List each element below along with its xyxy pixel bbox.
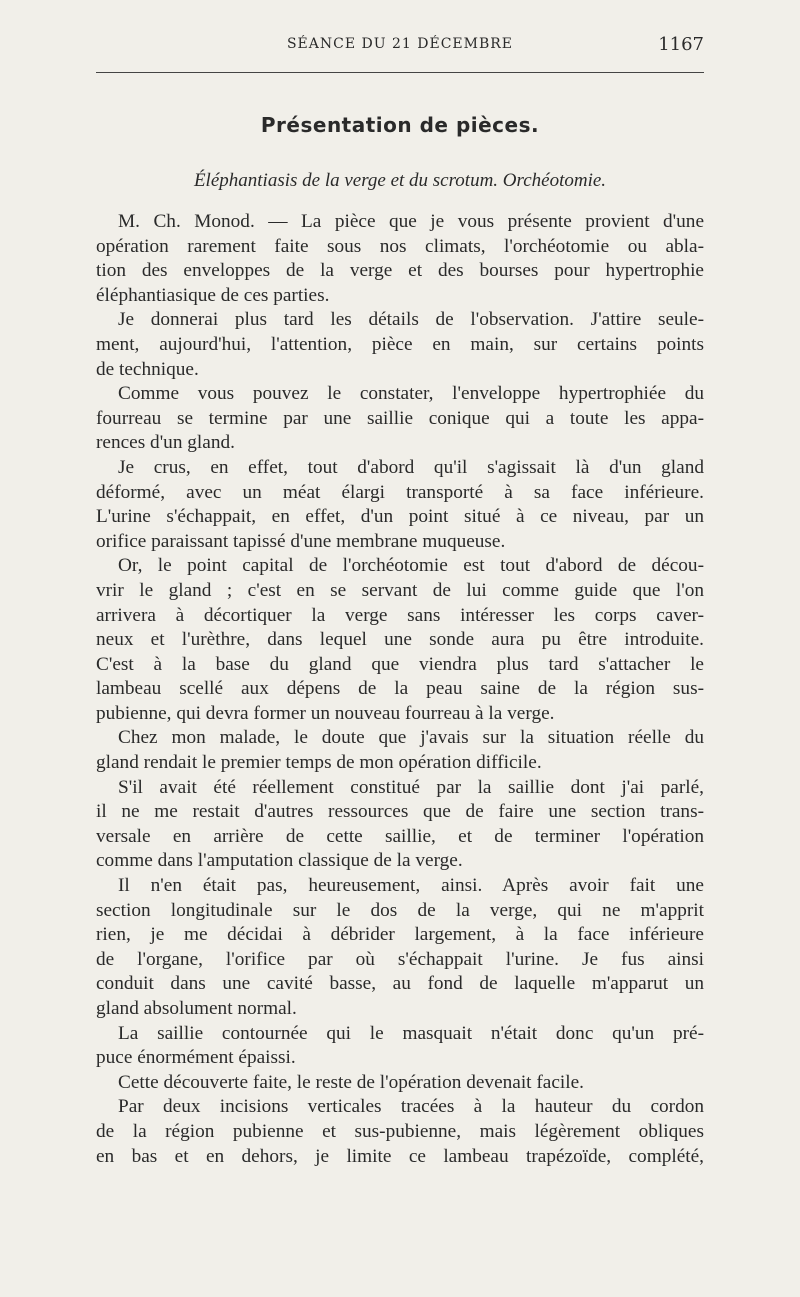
text-line: La saillie contournée qui le masquait n'était donc qu'un pré- <box>118 1022 704 1044</box>
text-line: opération rarement faite sous nos climats, l'orchéotomie ou abla- <box>96 235 704 257</box>
text-line: lambeau scellé aux dépens de la peau saine de la région sus- <box>96 678 704 700</box>
page-number: 1167 <box>658 34 704 55</box>
body-text <box>96 210 704 1169</box>
text-line: conduit dans une cavité basse, au fond de laquelle m'apparut un <box>96 973 704 995</box>
section-title: Présentation de pièces. <box>260 113 540 137</box>
text-line: pubienne, qui devra former un nouveau fourreau à la verge. <box>96 702 555 724</box>
text-line: C'est à la base du gland que viendra plus tard s'attacher le <box>96 653 704 675</box>
text-line: il ne me restait d'autres ressources que de faire une section trans- <box>96 801 704 823</box>
text-line: rien, je me décidai à débrider largement, à la face inférieure <box>96 924 704 946</box>
running-header <box>96 34 704 58</box>
text-line: tion des enveloppes de la verge et des bourses pour hypertrophie <box>96 260 704 282</box>
text-line: Cette découverte faite, le reste de l'opération devenait facile. <box>118 1071 584 1093</box>
text-line: Chez mon malade, le doute que j'avais sur la situation réelle du <box>118 727 704 749</box>
text-line: rences d'un gland. <box>96 432 235 454</box>
text-line: M. Ch. Monod. — La pièce que je vous présente provient d'une <box>118 211 704 232</box>
running-title: SÉANCE DU 21 DÉCEMBRE <box>286 36 514 52</box>
text-line: arrivera à décortiquer la verge sans intéresser les corps caver- <box>96 604 704 626</box>
text-line: puce énormément épaissi. <box>96 1047 296 1069</box>
text-line: neux et l'urèthre, dans lequel une sonde aura pu être introduite. <box>96 629 704 651</box>
text-line: de technique. <box>96 358 199 380</box>
text-line: orifice paraissant tapissé d'une membrane muqueuse. <box>96 530 506 552</box>
text-line: Il n'en était pas, heureusement, ainsi. Après avoir fait une <box>118 875 704 897</box>
text-line: versale en arrière de cette saillie, et de terminer l'opération <box>96 825 704 847</box>
text-line: Comme vous pouvez le constater, l'enveloppe hypertrophiée du <box>118 383 704 405</box>
text-line: ment, aujourd'hui, l'attention, pièce en main, sur certains points <box>96 333 704 355</box>
text-line: fourreau se termine par une saillie conique qui a toute les appa- <box>96 407 704 429</box>
text-line: S'il avait été réellement constitué par la saillie dont j'ai parlé, <box>118 776 704 798</box>
text-line: section longitudinale sur le dos de la verge, qui ne m'apprit <box>96 899 704 921</box>
text-line: éléphantiasique de ces parties. <box>96 284 330 306</box>
article-subtitle: Éléphantiasis de la verge et du scrotum. Orchéotomie. <box>193 170 607 191</box>
text-line: de la région pubienne et sus-pubienne, mais légèrement obliques <box>96 1120 704 1142</box>
text-line: déformé, avec un méat élargi transporté à sa face inférieure. <box>96 481 704 503</box>
text-line: Or, le point capital de l'orchéotomie est tout d'abord de décou- <box>118 555 704 577</box>
text-line: gland absolument normal. <box>96 998 297 1019</box>
text-line: Je donnerai plus tard les détails de l'observation. J'attire seule- <box>118 309 704 331</box>
text-line: de l'organe, l'orifice par où s'échappait l'urine. Je fus ainsi <box>96 948 704 970</box>
text-line: comme dans l'amputation classique de la verge. <box>96 850 463 872</box>
header-rule <box>96 72 704 73</box>
text-line: gland rendait le premier temps de mon opération difficile. <box>96 752 542 774</box>
text-line: Par deux incisions verticales tracées à la hauteur du cordon <box>118 1096 704 1118</box>
text-line: en bas et en dehors, je limite ce lambeau trapézoïde, complété, <box>96 1145 704 1167</box>
text-line: Je crus, en effet, tout d'abord qu'il s'agissait là d'un gland <box>118 456 704 478</box>
text-line: vrir le gland ; c'est en se servant de lui comme guide que l'on <box>96 579 704 601</box>
text-line: L'urine s'échappait, en effet, d'un point situé à ce niveau, par un <box>96 506 704 528</box>
